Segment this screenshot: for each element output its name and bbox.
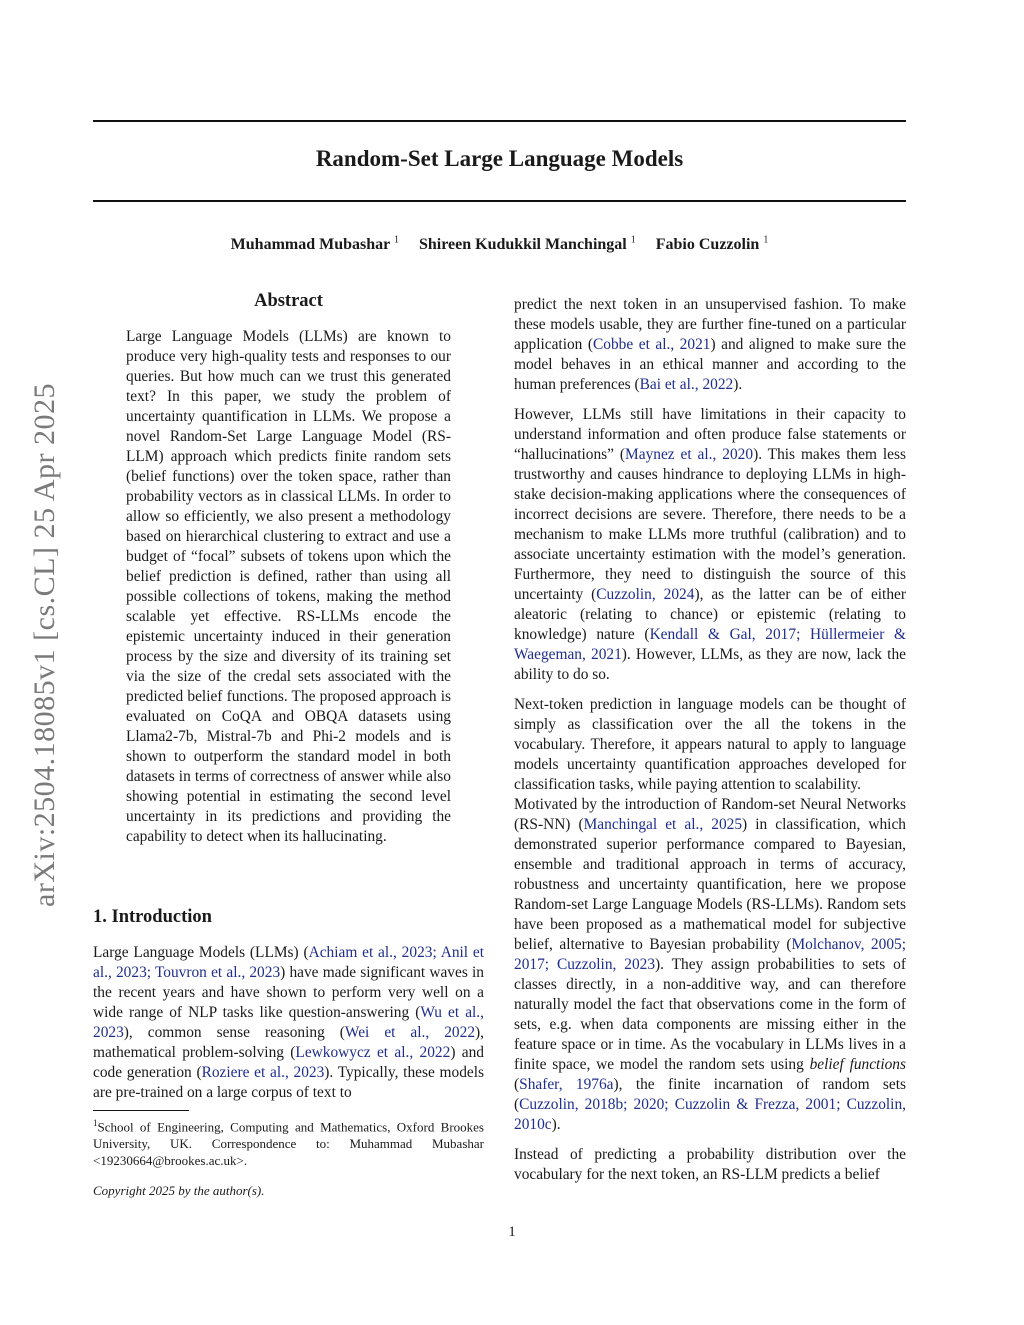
author-name: Fabio Cuzzolin — [655, 236, 760, 254]
citation-link[interactable]: Cobbe et al., 2021 — [593, 336, 711, 353]
intro-paragraph-1: Large Language Models (LLMs) (Achiam et al., 2023; Anil et al., 2023; Touvron et al., 2023) have made significant waves in the recent years and have shown to perform very well on a wide range of NLP tasks like question-answering (Wu et al., 2023), common sense reasoning (Wei et al., 2022), mathematical problem-solving (Lewkowycz et al., 2022) and code generation (Roziere et al., 2023). Typically, these models are pre-trained on a large corpus of text to — [93, 944, 484, 1101]
intro-right-column — [514, 295, 906, 1185]
affiliation-mark: 1 — [763, 235, 769, 246]
abstract-text: Large Language Models (LLMs) are known to produce very high-quality tests and responses to our queries. But how much can we trust this generated text? In this paper, we study the problem of uncertainty quantification in LLMs. We propose a novel Random-Set Large Language Model (RS-LLM) approach which predicts finite random sets (belief functions) over the token space, rather than probability vectors as in classical LLMs. In order to allow so efficiently, we also present a methodology based on hierarchical clustering to extract and use a budget of “focal” subsets of tokens upon which the belief prediction is defined, rather than using all possible collections of tokens, making the method scalable yet effective. RS-LLMs encode the epistemic uncertainty induced in their generation process by the size and diversity of its training set via the size of the credal sets associated with the predicted belief functions. The proposed approach is evaluated on CoQA and OBQA datasets using Llama2-7b, Mistral-7b and Phi-2 models and is shown to outperform the standard model in both datasets in terms of correctness of answer while also showing potential in estimating the second level uncertainty in its predictions and providing the capability to detect when its hallucinating. — [126, 328, 451, 845]
emphasis-term: belief functions — [809, 1056, 906, 1073]
intro-paragraph-5: Instead of predicting a probability distribution over the vocabulary for the next token, an RS-LLM predicts a belief — [514, 1146, 906, 1183]
abstract-heading: Abstract — [254, 291, 323, 311]
title-bottom-rule — [93, 200, 906, 202]
footnote-text: School of Engineering, Computing and Mathematics, Oxford Brookes University, UK. Correspondence to: Muhammad Mubashar <19230664@brookes.ac.uk>. — [93, 1119, 484, 1169]
author-2 — [419, 236, 636, 253]
author-3 — [656, 236, 769, 253]
title-top-rule — [93, 120, 906, 122]
affiliation-footnote — [93, 1115, 484, 1169]
introduction-heading: 1. Introduction — [93, 907, 212, 927]
citation-link[interactable]: Bai et al., 2022 — [639, 376, 734, 393]
footnote-rule — [93, 1110, 189, 1111]
citation-link[interactable]: Molchanov, 2005; 2017; Cuzzolin, 2023 — [514, 936, 906, 973]
citation-link[interactable]: Kendall & Gal, 2017; Hüllermeier & Waegeman, 2021 — [514, 626, 906, 663]
intro-left-column — [93, 943, 484, 1103]
citation-link[interactable]: Maynez et al., 2020 — [625, 446, 754, 463]
citation-link[interactable]: Lewkowycz et al., 2022 — [295, 1044, 451, 1061]
intro-paragraph-1-continued: predict the next token in an unsupervised fashion. To make these models usable, they are further fine-tuned on a particular application (Cobbe et al., 2021) and aligned to make sure the model behaves in an ethical manner and according to the human preferences (Bai et al., 2022). — [514, 296, 906, 393]
citation-link[interactable]: Roziere et al., 2023 — [201, 1064, 325, 1081]
citation-link[interactable]: Shafer, 1976a — [519, 1076, 614, 1093]
arxiv-stamp: arXiv:2504.18085v1 [cs.CL] 25 Apr 2025 — [28, 383, 61, 907]
citation-link[interactable]: Wu et al., 2023 — [93, 1004, 484, 1041]
paper-title: Random-Set Large Language Models — [315, 146, 684, 171]
intro-paragraph-4: Motivated by the introduction of Random-set Neural Networks (RS-NN) (Manchingal et al., 2025) in classification, which demonstrated superior performance compared to Bayesian, ensemble and traditional approach in terms of accuracy, robustness and uncertainty quantification, here we propose Random-set Large Language Models (RS-LLMs). Random sets have been proposed as a mathematical model for subjective belief, alternative to Bayesian probability (Molchanov, 2005; 2017; Cuzzolin, 2023). They assign probabilities to sets of classes directly, in a non-additive way, and can therefore naturally model the fact that observations come in the form of sets, e.g. when data components are missing either in the feature space or in time. As the vocabulary in LLMs lives in a finite space, we model the random sets using belief functions (Shafer, 1976a), the finite incarnation of random sets (Cuzzolin, 2018b; 2020; Cuzzolin & Frezza, 2001; Cuzzolin, 2010c). — [514, 796, 907, 1133]
citation-link[interactable]: Cuzzolin, 2018b; 2020; Cuzzolin & Frezza, 2001; Cuzzolin, 2010c — [514, 1096, 906, 1133]
author-list — [93, 235, 906, 254]
citation-link[interactable]: Wei et al., 2022 — [344, 1024, 476, 1041]
author-name: Muhammad Mubashar — [230, 236, 390, 254]
footnote-mark: 1 — [93, 1118, 98, 1128]
affiliation-mark: 1 — [393, 235, 399, 246]
affiliation-mark: 1 — [630, 235, 636, 246]
author-1 — [231, 236, 399, 253]
intro-paragraph-2: However, LLMs still have limitations in their capacity to understand information and often produce false statements or “hallucinations” (Maynez et al., 2020). This makes them less trustworthy and causes hindrance to deploying LLMs in high-stake decision-making applications where the consequences of incorrect decisions are severe. Therefore, there needs to be a mechanism to make LLMs more truthful (calibration) and to associate uncertainty estimation with the model’s generation. Furthermore, they need to distinguish the source of this uncertainty (Cuzzolin, 2024), as the latter can be of either aleatoric (relating to chance) or epistemic (relating to knowledge) nature (Kendall & Gal, 2017; Hüllermeier & Waegeman, 2021). However, LLMs, as they are now, lack the ability to do so. — [514, 406, 906, 683]
intro-paragraph-3: Next-token prediction in language models can be thought of simply as classification over the all the tokens in the vocabulary. Therefore, it appears natural to apply to language models uncertainty quantification approaches developed for classification tasks, while paying attention to scalability. — [514, 696, 906, 793]
copyright-notice: Copyright 2025 by the author(s). — [93, 1183, 265, 1198]
author-name: Shireen Kudukkil Manchingal — [418, 236, 627, 254]
citation-link[interactable]: Achiam et al., 2023; Anil et al., 2023; Touvron et al., 2023 — [93, 944, 484, 981]
citation-link[interactable]: Manchingal et al., 2025 — [583, 816, 743, 833]
abstract-body — [126, 327, 451, 847]
page-number: 1 — [508, 1224, 516, 1240]
citation-link[interactable]: Cuzzolin, 2024 — [596, 586, 695, 603]
